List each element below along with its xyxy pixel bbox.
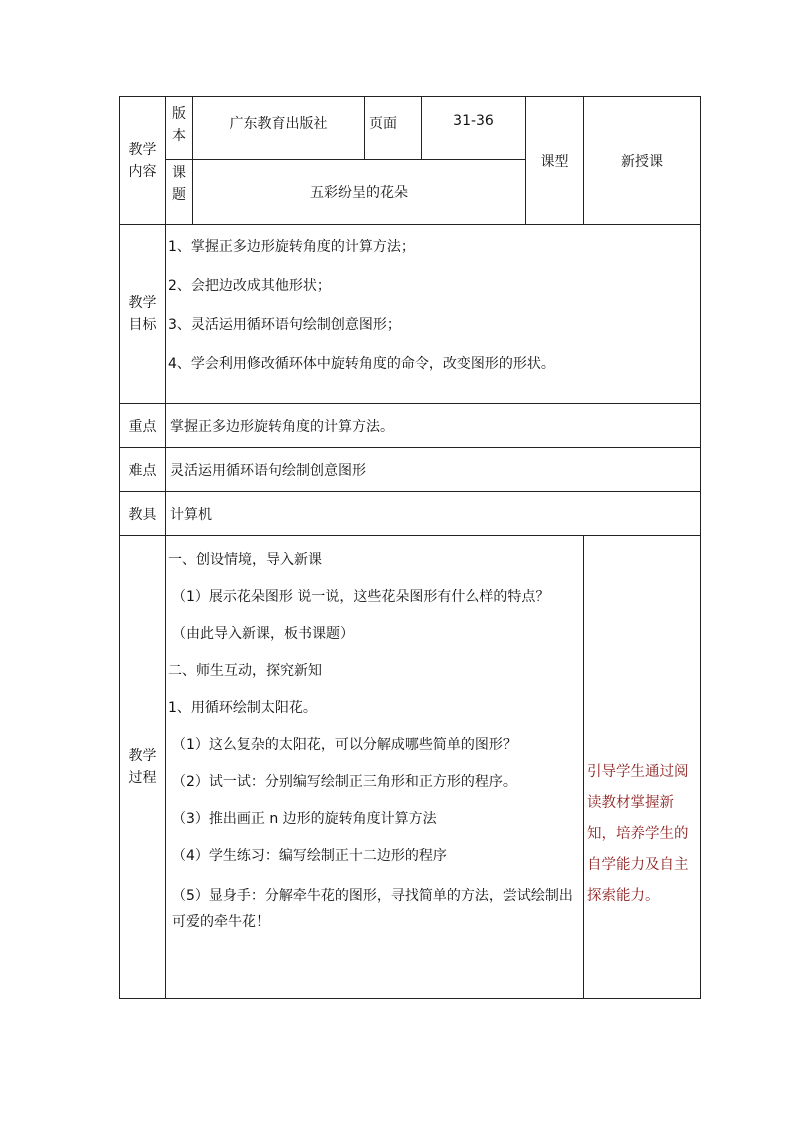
goal-item: 2、会把边改成其他形状； <box>168 278 331 294</box>
lesson-type-value: 新授课 <box>584 97 701 225</box>
goals-label-cell <box>120 225 166 404</box>
key-point-label: 重点 <box>120 404 166 448</box>
difficulty-value: 灵活运用循环语句绘制创意图形 <box>166 448 701 492</box>
process-line: （1）这么复杂的太阳花，可以分解成哪些简单的图形？ <box>172 737 517 753</box>
goal-item: 4、学会利用修改循环体中旋转角度的命令，改变图形的形状。 <box>168 356 555 372</box>
tools-value: 计算机 <box>166 492 701 536</box>
process-line: 一、创设情境，导入新课 <box>168 552 322 568</box>
process-label: 教学过程 <box>128 748 157 786</box>
topic-label: 课题 <box>172 165 186 203</box>
process-note-cell <box>584 536 701 999</box>
page-label: 页面 <box>365 97 422 160</box>
edition-label-cell <box>166 97 193 160</box>
process-line: 二、师生互动，探究新知 <box>168 663 322 679</box>
goals-label: 教学目标 <box>128 295 157 333</box>
key-point-value: 掌握正多边形旋转角度的计算方法。 <box>166 404 701 448</box>
edition-value: 广东教育出版社 <box>193 97 365 160</box>
tools-label: 教具 <box>120 492 166 536</box>
process-line: （3）推出画正 n 边形的旋转角度计算方法 <box>172 811 437 827</box>
page-value: 31-36 <box>422 97 526 160</box>
content-label-cell <box>120 97 166 225</box>
content-label: 教学内容 <box>128 141 157 180</box>
process-line: （4）学生练习：编写绘制正十二边形的程序 <box>172 848 447 864</box>
topic-label-cell <box>166 160 193 225</box>
process-label-cell <box>120 536 166 999</box>
process-cell <box>166 536 584 999</box>
process-line: （2）试一试：分别编写绘制正三角形和正方形的程序。 <box>172 774 517 790</box>
process-line: （1）展示花朵图形 说一说，这些花朵图形有什么样的特点？ <box>172 589 550 605</box>
process-line: 1、用循环绘制太阳花。 <box>168 700 317 716</box>
process-note: 引导学生通过阅读教材掌握新知，培养学生的自学能力及自主探索能力。 <box>587 764 689 904</box>
topic-value: 五彩纷呈的花朵 <box>193 160 526 225</box>
edition-label: 版本 <box>172 106 186 144</box>
lesson-plan-table <box>119 96 701 999</box>
goals-cell <box>166 225 701 404</box>
lesson-type-label: 课型 <box>526 97 584 225</box>
process-line: （由此导入新课，板书课题） <box>172 626 354 642</box>
goal-item: 3、灵活运用循环语句绘制创意图形； <box>168 317 401 333</box>
difficulty-label: 难点 <box>120 448 166 492</box>
goal-item: 1、掌握正多边形旋转角度的计算方法； <box>168 239 415 255</box>
process-line: （5）显身手：分解牵牛花的图形，寻找简单的方法，尝试绘制出可爱的牵牛花！ <box>172 888 573 930</box>
